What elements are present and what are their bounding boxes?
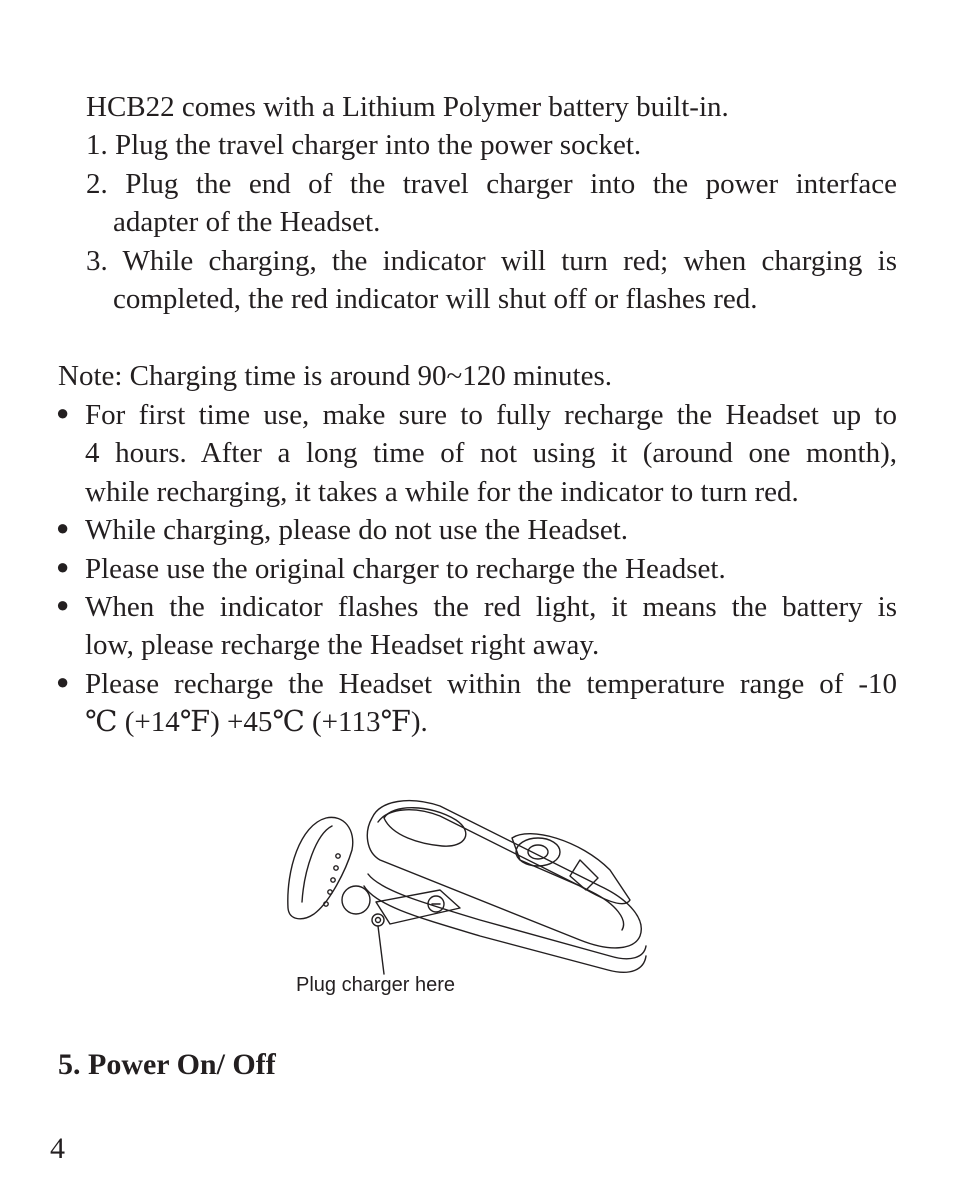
figure-caption: Plug charger here [296,974,455,996]
intro-text: HCB22 comes with a Lithium Polymer battery built-in. [86,91,729,123]
step-3-line-1: 3. While charging, the indicator will turn red; when charging is [86,245,897,277]
bullet-1-line-3: while recharging, it takes a while for the indicator to turn red. [85,476,799,508]
bullet-2: While charging, please do not use the Headset. [85,514,629,546]
bullet-5-line-2: ℃ (+14℉) +45℃ (+113℉). [85,706,428,738]
step-2-line-2: adapter of the Headset. [113,206,381,238]
bullet-dot: ● [56,515,70,540]
bullet-1-line-1: For first time use, make sure to fully recharge the Headset up to [85,399,897,431]
bullet-dot: ● [56,554,70,579]
page-number: 4 [50,1132,65,1165]
bullet-1-line-2: 4 hours. After a long time of not using it (around one month), [85,437,897,469]
bullet-5-line-1: Please recharge the Headset within the temperature range of -10 [85,668,897,700]
bullet-4-line-2: low, please recharge the Headset right away. [85,629,600,661]
step-3-line-2: completed, the red indicator will shut off or flashes red. [113,283,758,315]
bullet-4-line-1: When the indicator flashes the red light, it means the battery is [85,591,897,623]
bullet-3: Please use the original charger to recharge the Headset. [85,553,726,585]
bullet-dot: ● [56,592,70,617]
step-1: 1. Plug the travel charger into the power socket. [86,129,642,161]
step-2-line-1: 2. Plug the end of the travel charger into the power interface [86,168,897,200]
headset-illustration [280,790,660,980]
note-text: Note: Charging time is around 90~120 minutes. [58,360,613,392]
section-heading: 5. Power On/ Off [58,1048,276,1081]
bullet-dot: ● [56,669,70,694]
bullet-dot: ● [56,400,70,425]
